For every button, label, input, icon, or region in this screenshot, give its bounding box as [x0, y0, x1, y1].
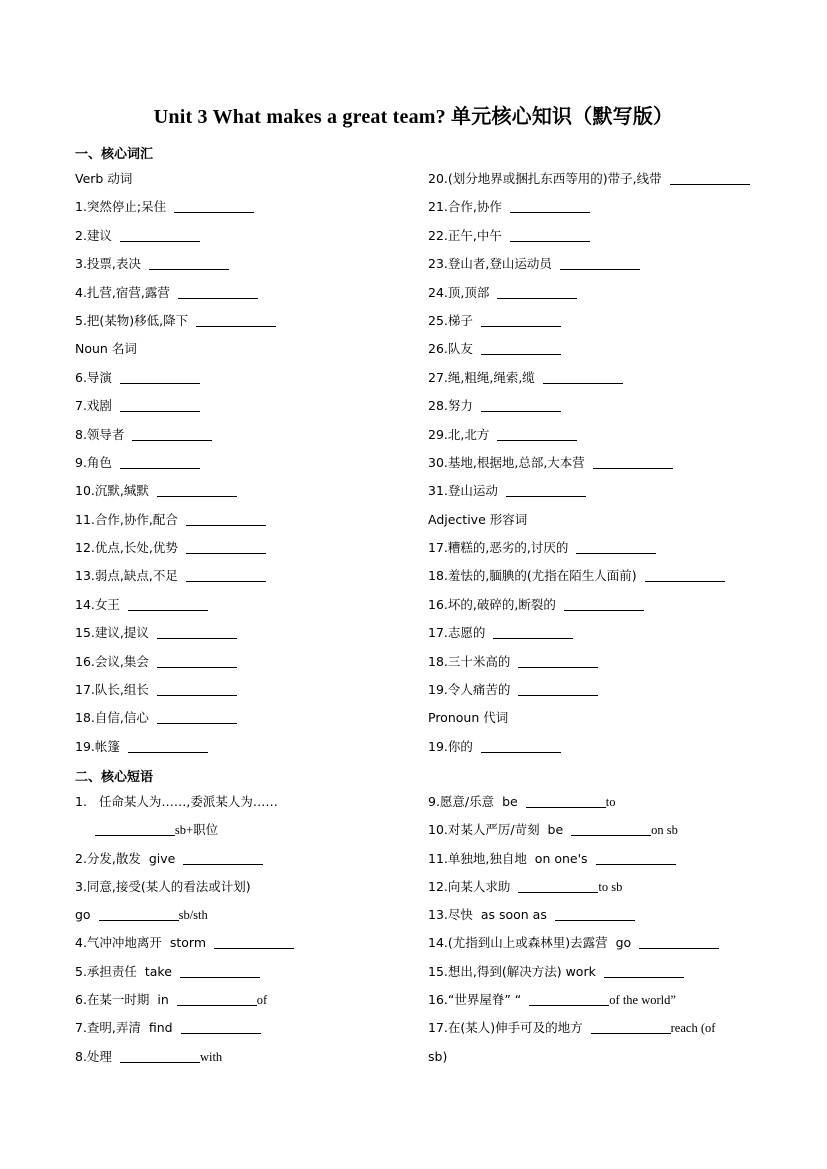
vocab-item-text: 6.导演 [75, 369, 112, 385]
vocab-item-text: Pronoun 代词 [428, 710, 509, 726]
vocab-item-text: 30.基地,根据地,总部,大本营 [428, 454, 585, 470]
vocab-item-text: Adjective 形容词 [428, 511, 528, 527]
answer-blank[interactable] [493, 638, 573, 639]
answer-blank[interactable] [576, 553, 656, 554]
vocab-item [428, 449, 788, 477]
answer-blank[interactable] [604, 977, 684, 978]
answer-blank[interactable] [497, 298, 577, 299]
vocab-item-text: 18.羞怯的,腼腆的(尤指在陌生人面前) [428, 568, 637, 584]
vocab-item-text: 13.弱点,缺点,不足 [75, 568, 178, 584]
answer-blank[interactable] [497, 440, 577, 441]
phrase-item [75, 929, 415, 957]
vocab-item-text: 12.优点,长处,优势 [75, 540, 178, 556]
vocab-item [428, 222, 788, 250]
vocab-item [75, 506, 415, 534]
vocab-item [428, 335, 788, 363]
vocab-item-text: 19.你的 [428, 738, 473, 754]
vocab-item-text: 7.戏剧 [75, 398, 112, 414]
phrase-item [75, 1043, 415, 1071]
answer-blank[interactable] [157, 638, 237, 639]
phrase-list-left [75, 788, 415, 1071]
phrase-item-text: 1. 任命某人为……,委派某人为…… [75, 794, 278, 809]
section-phrases-heading: 二、核心短语 [75, 770, 154, 785]
phrase-item [428, 929, 788, 957]
vocab-item-text: 17.队长,组长 [75, 682, 149, 698]
answer-blank[interactable] [120, 383, 200, 384]
vocab-item [75, 733, 415, 761]
vocab-item-text: 16.坏的,破碎的,断裂的 [428, 596, 556, 612]
phrase-item-text: go [75, 907, 91, 923]
phrase-item [428, 816, 788, 844]
phrase-item-text: 13.尽快 as soon as [428, 907, 547, 923]
vocab-item-text: Verb 动词 [75, 171, 133, 186]
answer-blank[interactable] [518, 695, 598, 696]
answer-blank[interactable] [591, 1033, 671, 1034]
phrase-item [75, 816, 415, 844]
phrase-item-text: 6.在某一时期 in [75, 992, 169, 1008]
phrase-item-text: 10.对某人严厉/苛刻 be [428, 822, 564, 838]
answer-blank[interactable] [149, 269, 229, 270]
vocab-item-text: 9.角色 [75, 454, 112, 470]
phrase-item-suffix: sb+职位 [174, 823, 219, 838]
vocab-item [428, 250, 788, 278]
answer-blank[interactable] [128, 752, 208, 753]
phrase-item-text: 12.向某人求助 [428, 878, 511, 894]
vocab-item [75, 534, 415, 562]
vocab-item [428, 562, 788, 590]
vocab-item [428, 619, 788, 647]
answer-blank[interactable] [177, 1005, 257, 1006]
phrase-item-text: 11.单独地,独自地 on one's [428, 850, 588, 866]
vocab-item-text: 23.登山者,登山运动员 [428, 256, 552, 272]
answer-blank[interactable] [180, 977, 260, 978]
vocab-item-text: 27.绳,粗绳,绳索,缆 [428, 369, 535, 385]
vocab-item [75, 704, 415, 732]
answer-blank[interactable] [120, 241, 200, 242]
phrase-item [75, 958, 415, 986]
vocab-item [428, 648, 788, 676]
vocab-item [75, 676, 415, 704]
answer-blank[interactable] [174, 212, 254, 213]
vocab-item-text: 17.糟糕的,恶劣的,讨厌的 [428, 540, 569, 556]
vocab-item-text: 8.领导者 [75, 426, 125, 442]
phrase-item-text: 17.在(某人)伸手可及的地方 [428, 1020, 583, 1036]
vocab-item [428, 591, 788, 619]
answer-blank[interactable] [157, 667, 237, 668]
phrase-item-suffix: to sb [598, 879, 623, 894]
answer-blank[interactable] [481, 326, 561, 327]
phrase-item [428, 958, 788, 986]
vocab-item [75, 279, 415, 307]
phrase-item-text: sb) [428, 1048, 448, 1064]
vocab-item-text: 3.投票,表决 [75, 256, 141, 272]
vocab-item [428, 534, 788, 562]
answer-blank[interactable] [181, 1033, 261, 1034]
phrase-item-suffix: of the world” [609, 993, 676, 1008]
answer-blank[interactable] [157, 496, 237, 497]
phrase-item [428, 788, 788, 816]
vocab-item-text: 15.建议,提议 [75, 625, 149, 641]
vocab-item [75, 392, 415, 420]
vocab-item-text: 10.沉默,缄默 [75, 483, 149, 499]
phrase-item [75, 873, 415, 901]
answer-blank[interactable] [196, 326, 276, 327]
answer-blank[interactable] [214, 948, 294, 949]
answer-blank[interactable] [481, 752, 561, 753]
vocab-item-text: 18.三十米高的 [428, 653, 511, 669]
vocab-item [428, 477, 788, 505]
answer-blank[interactable] [526, 807, 606, 808]
answer-blank[interactable] [186, 525, 266, 526]
vocab-item-text: 4.扎营,宿营,露营 [75, 284, 170, 300]
phrase-item-text: 4.气冲冲地离开 storm [75, 935, 207, 951]
phrase-item-text: 5.承担责任 take [75, 963, 172, 979]
vocab-item-text: 31.登山运动 [428, 483, 498, 499]
phrase-list-right [428, 788, 788, 1071]
phrase-item [428, 1043, 788, 1071]
vocab-item-text: 11.合作,协作,配合 [75, 511, 178, 527]
vocab-item-text: 22.正午,中午 [428, 227, 502, 243]
vocab-item-text: 2.建议 [75, 227, 112, 243]
phrase-item [428, 901, 788, 929]
vocab-item [75, 619, 415, 647]
phrase-item-text: 8.处理 [75, 1048, 112, 1064]
answer-blank[interactable] [183, 864, 263, 865]
phrase-item-suffix: sb/sth [178, 908, 208, 923]
vocab-item [75, 421, 415, 449]
answer-blank[interactable] [639, 948, 719, 949]
vocab-item [428, 506, 788, 534]
vocab-item [75, 222, 415, 250]
vocab-item-text: 21.合作,协作 [428, 199, 502, 215]
vocab-item [75, 250, 415, 278]
answer-blank[interactable] [157, 723, 237, 724]
answer-blank[interactable] [518, 667, 598, 668]
vocab-item [428, 165, 788, 193]
phrase-item-text [75, 822, 87, 837]
answer-blank[interactable] [178, 298, 258, 299]
phrase-item-text: 2.分发,散发 give [75, 850, 176, 866]
vocab-item [428, 364, 788, 392]
answer-blank[interactable] [593, 468, 673, 469]
answer-blank[interactable] [506, 496, 586, 497]
answer-blank[interactable] [596, 864, 676, 865]
phrase-item-text: 3.同意,接受(某人的看法或计划) [75, 878, 251, 894]
vocab-item-text: 28.努力 [428, 398, 473, 414]
vocab-item-text: 14.女王 [75, 596, 120, 612]
answer-blank[interactable] [510, 212, 590, 213]
vocab-item [75, 335, 415, 363]
vocab-item-text: 17.志愿的 [428, 625, 486, 641]
answer-blank[interactable] [529, 1005, 609, 1006]
vocab-item-text: 5.把(某物)移低,降下 [75, 312, 189, 328]
phrase-item-text: 9.愿意/乐意 be [428, 794, 518, 809]
answer-blank[interactable] [99, 920, 179, 921]
vocab-list-right [428, 165, 788, 761]
vocab-item-text: 19.帐篷 [75, 738, 120, 754]
vocab-item-text: 20.(划分地界或捆扎东西等用的)带子,线带 [428, 171, 662, 186]
phrase-item [75, 845, 415, 873]
answer-blank[interactable] [481, 411, 561, 412]
vocab-item [428, 733, 788, 761]
phrase-item-text: 15.想出,得到(解决方法) work [428, 963, 596, 979]
phrase-item [428, 873, 788, 901]
answer-blank[interactable] [132, 440, 212, 441]
vocab-item [428, 193, 788, 221]
answer-blank[interactable] [564, 610, 644, 611]
phrase-item [75, 901, 415, 929]
vocab-item [75, 307, 415, 335]
phrase-item-suffix: on sb [651, 823, 678, 838]
section-vocab-heading: 一、核心词汇 [75, 147, 154, 162]
answer-blank[interactable] [120, 411, 200, 412]
answer-blank[interactable] [120, 1062, 200, 1063]
vocab-list-left [75, 165, 415, 761]
answer-blank[interactable] [670, 184, 750, 185]
vocab-item [75, 364, 415, 392]
answer-blank[interactable] [510, 241, 590, 242]
answer-blank[interactable] [120, 468, 200, 469]
vocab-item-text: 1.突然停止;呆住 [75, 199, 167, 215]
vocab-item-text: 16.会议,集会 [75, 653, 149, 669]
vocab-item-text: 19.令人痛苦的 [428, 682, 511, 698]
vocab-item-text: 24.顶,顶部 [428, 284, 490, 300]
phrase-item-text: 7.查明,弄清 find [75, 1020, 173, 1036]
answer-blank[interactable] [481, 354, 561, 355]
answer-blank[interactable] [555, 920, 635, 921]
vocab-item-text: 18.自信,信心 [75, 710, 149, 726]
vocab-item [75, 193, 415, 221]
vocab-item [428, 307, 788, 335]
answer-blank[interactable] [186, 553, 266, 554]
phrase-item-suffix: of [256, 993, 268, 1008]
answer-blank[interactable] [543, 383, 623, 384]
answer-blank[interactable] [645, 581, 725, 582]
phrase-item [428, 1014, 788, 1042]
vocab-item [428, 421, 788, 449]
vocab-item-text: 29.北,北方 [428, 426, 490, 442]
phrase-item [428, 845, 788, 873]
vocab-item [428, 392, 788, 420]
vocab-item [75, 648, 415, 676]
vocab-item [75, 591, 415, 619]
vocab-item [428, 676, 788, 704]
phrase-item-suffix: with [199, 1049, 223, 1064]
answer-blank[interactable] [560, 269, 640, 270]
vocab-item [75, 477, 415, 505]
phrase-item [428, 986, 788, 1014]
answer-blank[interactable] [128, 610, 208, 611]
vocab-item [75, 562, 415, 590]
vocab-item [75, 165, 415, 193]
phrase-item-suffix: to [605, 795, 616, 809]
vocab-item-text: 26.队友 [428, 341, 473, 357]
phrase-item-text: 16.“世界屋脊” “ [428, 992, 522, 1008]
vocab-item [75, 449, 415, 477]
answer-blank[interactable] [186, 581, 266, 582]
vocab-item-text: Noun 名词 [75, 341, 137, 357]
vocab-item [428, 704, 788, 732]
phrase-item [75, 1014, 415, 1042]
vocab-item [428, 279, 788, 307]
answer-blank[interactable] [571, 835, 651, 836]
answer-blank[interactable] [95, 835, 175, 836]
phrase-item [75, 788, 415, 816]
answer-blank[interactable] [518, 892, 598, 893]
phrase-item-suffix: reach (of [670, 1021, 716, 1036]
phrase-item [75, 986, 415, 1014]
phrase-item-text: 14.(尤指到山上或森林里)去露营 go [428, 935, 632, 951]
answer-blank[interactable] [157, 695, 237, 696]
page-title: Unit 3 What makes a great team? 单元核心知识（默写版） [153, 106, 674, 128]
vocab-item-text: 25.梯子 [428, 312, 473, 328]
